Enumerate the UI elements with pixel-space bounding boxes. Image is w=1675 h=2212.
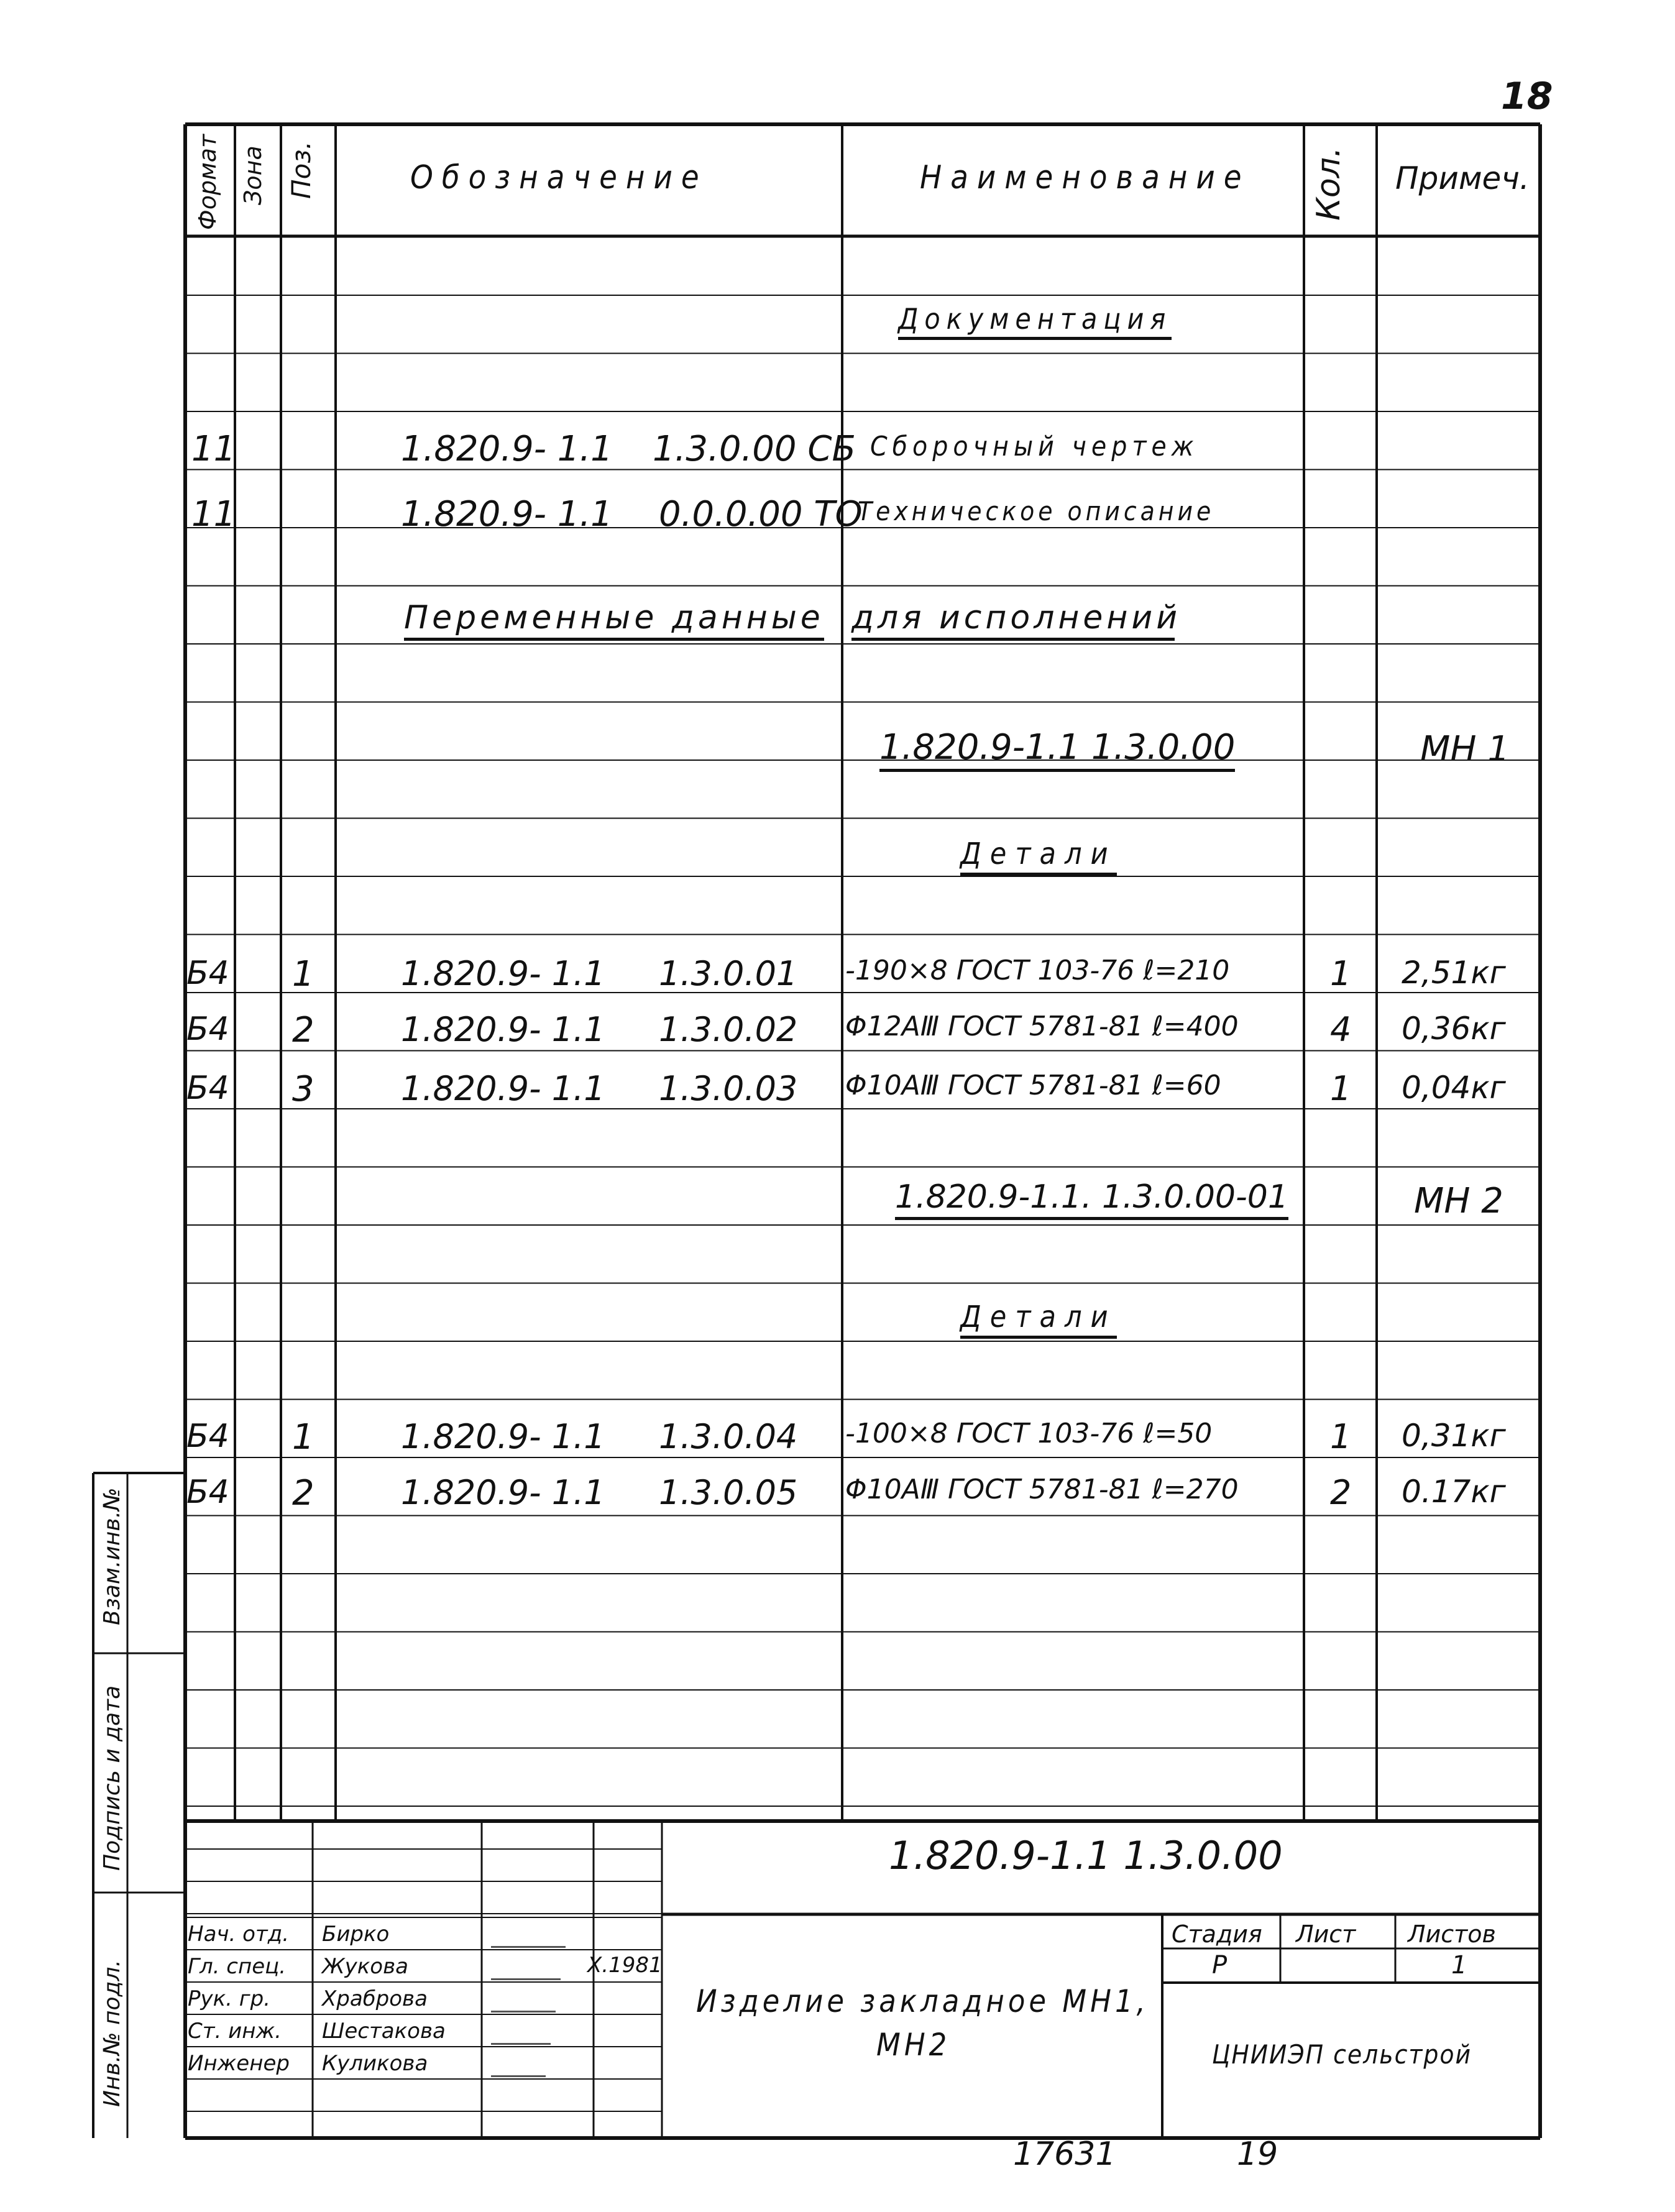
- handwritten-signature: [491, 1961, 561, 1980]
- role-label: Инженер: [188, 2051, 290, 2076]
- detail-row-des-b: 1.3.0.04: [659, 1417, 798, 1456]
- footer-page: 19: [1237, 2136, 1278, 2173]
- side-label-inv-orig: Инв.№ подл.: [99, 1960, 125, 2107]
- detail-row-des-b: 1.3.0.01: [659, 954, 798, 993]
- detail-row-note: 0,31кг: [1402, 1418, 1506, 1454]
- header-designation: Обозначение: [410, 159, 708, 196]
- role-label: Рук. гр.: [188, 1986, 271, 2011]
- detail-row-pos: 2: [292, 1473, 314, 1513]
- detail-row-des-a: 1.820.9- 1.1: [401, 1069, 605, 1108]
- handwritten-signature: [491, 2026, 551, 2045]
- stage-label: Стадия: [1172, 1921, 1262, 1948]
- doc-name-1: Сборочный чертеж: [870, 431, 1199, 462]
- side-label-vzam: Взам.инв.№: [99, 1487, 125, 1625]
- sheets-label: Листов: [1408, 1921, 1496, 1948]
- detail-row-name: Φ12АⅢ ГОСТ 5781-81 ℓ=400: [845, 1011, 1239, 1042]
- organization: ЦНИИЭП сельстрой: [1212, 2039, 1472, 2070]
- role-person-name: Бирко: [322, 1922, 390, 1947]
- variable-data-left: Переменные данные: [404, 602, 824, 641]
- variable-data-right: для исполнений: [851, 602, 1175, 641]
- detail-row-qty: 1: [1330, 1417, 1352, 1456]
- detail-row-note: 0.17кг: [1402, 1474, 1506, 1510]
- detail-row-format: Б4: [186, 1418, 229, 1455]
- detail-row-des-a: 1.820.9- 1.1: [401, 1010, 605, 1049]
- title-line-1: Изделие закладное МН1,: [696, 1983, 1149, 2019]
- doc-name-2: Техническое описание: [858, 496, 1215, 526]
- detail-row-note: 0,36кг: [1402, 1011, 1506, 1047]
- handwritten-signature: [491, 2058, 546, 2077]
- doc-des-a-1: 1.820.9- 1.1: [401, 429, 613, 469]
- role-label: Ст. инж.: [188, 2019, 282, 2044]
- detail-row-name: Φ10АⅢ ГОСТ 5781-81 ℓ=60: [845, 1070, 1221, 1101]
- role-person-name: Куликова: [322, 2051, 428, 2076]
- detail-row-pos: 1: [292, 954, 314, 994]
- detail-row-qty: 1: [1330, 954, 1352, 993]
- section-details-1: Детали: [960, 839, 1117, 876]
- sheet-label: Лист: [1296, 1921, 1356, 1948]
- role-person-name: Шестакова: [322, 2019, 446, 2044]
- doc-des-a-2: 1.820.9- 1.1: [401, 494, 613, 535]
- doc-des-b-2: 0.0.0.00 ТО: [659, 494, 863, 535]
- title-line-2: МН2: [876, 2027, 951, 2063]
- page-number: 18: [1501, 75, 1553, 118]
- detail-row-format: Б4: [186, 1474, 229, 1511]
- header-format: Формат: [194, 134, 221, 230]
- handwritten-signature: [491, 1993, 556, 2012]
- detail-row-des-b: 1.3.0.03: [659, 1069, 798, 1108]
- handwritten-signature: [491, 1929, 566, 1948]
- detail-row-pos: 2: [292, 1010, 314, 1050]
- header-name: Наименование: [920, 159, 1251, 196]
- detail-row-des-a: 1.820.9- 1.1: [401, 1473, 605, 1512]
- header-qty: Кол.: [1310, 147, 1347, 221]
- role-person-name: Храброва: [322, 1986, 428, 2011]
- section-details-2: Детали: [960, 1302, 1117, 1339]
- variant-1-note: МН 1: [1420, 729, 1510, 769]
- detail-row-note: 0,04кг: [1402, 1070, 1506, 1106]
- role-label: Нач. отд.: [188, 1922, 290, 1947]
- detail-row-format: Б4: [186, 955, 229, 992]
- detail-row-des-a: 1.820.9- 1.1: [401, 1417, 605, 1456]
- role-label: Гл. спец.: [188, 1954, 287, 1979]
- stage-value: Р: [1212, 1951, 1228, 1980]
- section-documentation: Документация: [898, 305, 1172, 340]
- header-zone: Зона: [239, 145, 267, 205]
- header-pos: Поз.: [286, 141, 316, 199]
- detail-row-format: Б4: [186, 1070, 229, 1107]
- detail-row-pos: 1: [292, 1417, 314, 1457]
- variant-1-designation: 1.820.9-1.1 1.3.0.00: [879, 730, 1235, 772]
- detail-row-name: -100×8 ГОСТ 103-76 ℓ=50: [845, 1418, 1213, 1449]
- side-label-sign-date: Подпись и дата: [99, 1685, 125, 1871]
- detail-row-format: Б4: [186, 1011, 229, 1048]
- detail-row-pos: 3: [292, 1069, 314, 1109]
- detail-row-des-b: 1.3.0.02: [659, 1010, 798, 1049]
- detail-row-name: Φ10АⅢ ГОСТ 5781-81 ℓ=270: [845, 1474, 1239, 1505]
- detail-row-des-a: 1.820.9- 1.1: [401, 954, 605, 993]
- sheets-value: 1: [1451, 1951, 1467, 1980]
- detail-row-des-b: 1.3.0.05: [659, 1473, 798, 1512]
- detail-row-name: -190×8 ГОСТ 103-76 ℓ=210: [845, 955, 1230, 986]
- header-note: Примеч.: [1395, 160, 1530, 196]
- detail-row-qty: 2: [1330, 1473, 1352, 1512]
- doc-des-b-1: 1.3.0.00 СБ: [653, 429, 856, 469]
- variant-2-note: МН 2: [1414, 1181, 1503, 1221]
- title-block-code: 1.820.9-1.1 1.3.0.00: [889, 1833, 1283, 1878]
- role-person-name: Жукова: [322, 1954, 408, 1979]
- detail-row-note: 2,51кг: [1402, 955, 1506, 991]
- detail-row-qty: 4: [1330, 1010, 1352, 1049]
- variant-2-designation: 1.820.9-1.1. 1.3.0.00-01: [895, 1181, 1288, 1220]
- footer-doc-number: 17631: [1013, 2136, 1116, 2173]
- approval-date: X.1981: [587, 1953, 663, 1978]
- doc-format-1: 11: [191, 429, 236, 469]
- detail-row-qty: 1: [1330, 1069, 1352, 1108]
- doc-format-2: 11: [191, 494, 236, 535]
